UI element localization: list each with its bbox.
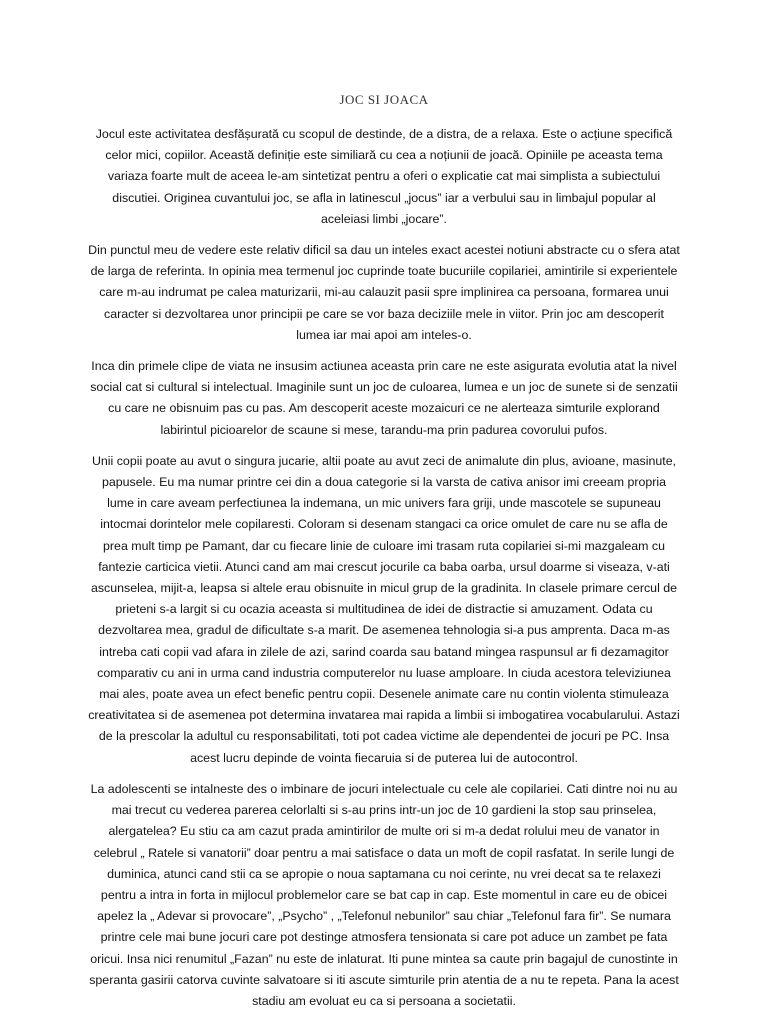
document-body (88, 124, 680, 1022)
paragraph-2: Din punctul meu de vedere este relativ dificil sa dau un inteles exact acestei notiuni abstracte cu o sfera atat de larga de referinta. In opinia mea termenul joc cuprinde toate bucuriile copilariei, amintirile si experientele care m-au indrumat pe calea maturizarii, mi-au calauzit pasii spre implinirea ca persoana, formarea unui caracter si dezvoltarea unor principii pe care se vor baza deciziile mele in viitor. Prin joc am descoperit lumea iar mai apoi am inteles-o. (88, 243, 680, 342)
paragraph-3: Inca din primele clipe de viata ne insusim actiunea aceasta prin care ne este asigurata evolutia atat la nivel social cat si cultural si intelectual. Imaginile sunt un joc de culoarea, lumea e un joc de sunete si de senzatii cu care ne obisnuim pas cu pas. Am descoperit aceste mozaicuri ce ne alerteaza simturile explorand labirintul picioarelor de scaune si mese, tarandu-ma prin padurea covorului pufos. (90, 359, 678, 437)
document-title: JOC SI JOACA (339, 92, 429, 107)
paragraph-1: Jocul este activitatea desfășurată cu scopul de destinde, de a distra, de a relaxa. Este o acțiune specifică celor mici, copiilor. Această definiție este similiară cu cea a noțiunii de joacă. Opiniile pe aceasta tema variaza foarte mult de aceea le-am sintetizat pentru a oferi o explicatie cat mai simplista a subiectului discutiei. Originea cuvantului joc, se afla in latinescul „jocus” iar a verbului sau in limbajul popular al aceleiasi limbi „jocare”. (95, 127, 673, 226)
paragraph-4: Unii copii poate au avut o singura jucarie, altii poate au avut zeci de animalute din plus, avioane, masinute, papusele. Eu ma numar printre cei din a doua categorie si la varsta de cativa anisor imi creeam propria lume in care aveam perfectiunea la indemana, un mic univers fara griji, unde mascotele se supuneau intocmai dorintelor mele copilaresti. Coloram si desenam stangaci ca orice omulet de care nu se afla de prea mult timp pe Pamant, dar cu fiecare linie de culoare imi trasam ruta copilariei si-mi mazgaleam cu fantezie carticica vietii. Atunci cand am mai crescut jocurile ca baba oarba, ursul doarme si viseaza, v-ati ascunselea, mijit-a, leapsa si altele erau obisnuite in micul grup de la gradinita. In clasele primare cercul de prieteni s-a largit si cu ocazia aceasta si multitudinea de idei de distractie si amuzament. Odata cu dezvoltarea mea, gradul de dificultate s-a marit. De asemenea tehnologia si-a pus amprenta. Daca m-as intreba cati copii vad afara in zilele de azi, sarind coarda sau batand mingea raspunsul ar fi dezamagitor comparativ cu ani in urma cand industria computerelor nu luase amploare. In ciuda acestora televiziunea mai ales, poate avea un efect benefic pentru copii. Desenele animate care nu contin violenta stimuleaza creativitatea si de asemenea pot determina invatarea mai rapida a limbii si imbogatirea vocabularului. Astazi de la prescolar la adultul cu responsabilitati, toti pot cadea victime ale dependentei de jocuri pe PC. Insa acest lucru depinde de vointa fiecaruia si de puterea lui de autocontrol. (88, 453, 680, 765)
paragraph-5: La adolescenti se intalneste des o imbinare de jocuri intelectuale cu cele ale copilariei. Cati dintre noi nu au mai trecut cu vederea parerea celorlalti si s-au prins intr-un joc de 10 gardieni la stop sau prinselea, alergatelea? Eu stiu ca am cazut prada amintirilor de multe ori si m-a dedat rolului meu de vanator in celebrul „ Ratele si vanatorii” doar pentru a mai satisface o data un moft de copil rasfatat. In serile lungi de duminica, atunci cand stii ca se apropie o noua saptamana cu noi cerinte, nu vrei decat sa te relaxezi pentru a intra in forta in mijlocul problemelor care se bat cap in cap. Este momentul in care eu de obicei apelez la „ Adevar si provocare”, „Psycho” , „Telefonul nebunilor” sau chiar „Telefonul fara fir”. Se numara printre cele mai bune jocuri care pot destinge atmosfera tensionata si care pot aduce un zambet pe fata oricui. Insa nici renumitul „Fazan” nu este de inlaturat. Iti pune mintea sa caute prin bagajul de cunostinte in speranta gasirii catorva cuvinte salvatoare si iti ascute simturile prin atentia de a nu te repeta. Pana la acest stadiu am evoluat eu ca si persoana a societatii. (89, 781, 679, 1008)
